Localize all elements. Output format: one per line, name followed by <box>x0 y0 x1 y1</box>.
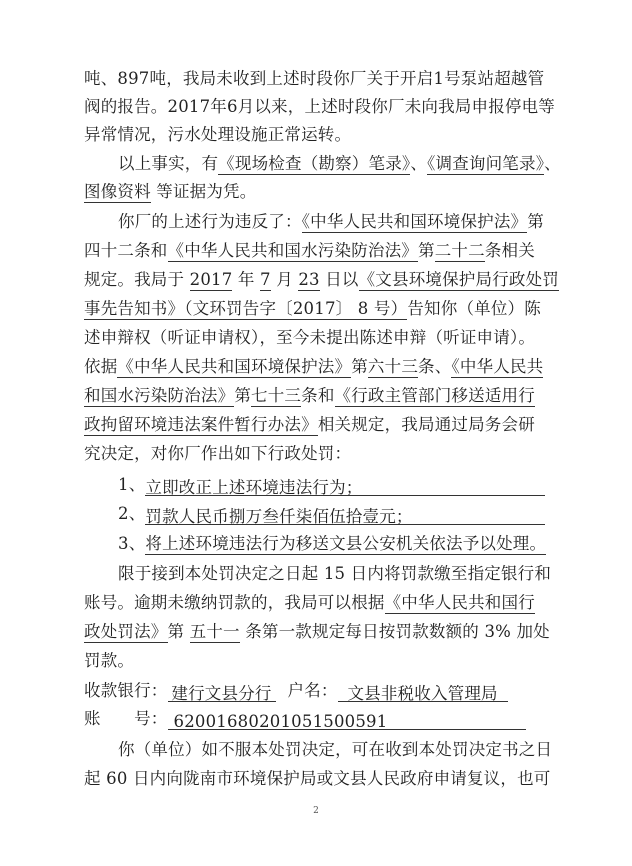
evidence-line: 以上事实，有《现场检查（勘察）笔录》、《调查询问笔录》、 <box>118 154 561 173</box>
paragraph-line: 政拘留环境违法案件暂行办法》相关规定，我局通过局务会研 <box>84 415 535 434</box>
bank-label: 收款银行： <box>84 681 168 700</box>
paragraph-line: 规定。我局于 2017 年 7 月 23 日以《文县环境保护局行政处罚 <box>84 270 560 289</box>
paragraph-line: 究决定，对你厂作出如下行政处罚： <box>84 444 352 463</box>
paragraph-line: 四十二条和《中华人民共和国水污染防治法》第二十二条相关 <box>84 241 535 260</box>
paragraph-line: 你厂的上述行为违反了：《中华人民共和国环境保护法》第 <box>118 212 544 231</box>
account-line <box>84 708 556 730</box>
bank-value: 建行文县分行 <box>171 684 272 703</box>
paragraph-line: 罚款。 <box>84 651 135 670</box>
evidence-item: 《调查询问笔录》 <box>427 154 545 173</box>
penalty-item-3: 3、将上述环境违法行为移送文县公安机关依法予以处理。 <box>118 534 547 553</box>
account-label: 账 号： <box>84 709 168 728</box>
account-value: 62001680201051500591 <box>173 712 388 731</box>
penalty-item-2: 2、罚款人民币捌万叁仟柒佰伍拾壹元； <box>118 503 556 525</box>
paragraph-line: 述申辩权（听证申请权），至今未提出陈述申辩（听证申请）。 <box>84 328 536 347</box>
page-number: 2 <box>313 806 319 816</box>
penalty-item-1: 1、立即改正上述环境违法行为； <box>118 474 556 496</box>
paragraph-line: 限于接到本处罚决定之日起 15 日内将罚款缴至指定银行和 <box>118 564 552 583</box>
paragraph-line: 事先告知书》（文环罚告字〔2017〕 8 号）告知你（单位）陈 <box>84 299 541 318</box>
payee-label: 户名： <box>287 681 338 700</box>
paragraph-line: 政处罚法》第 五十一 条第一款规定每日按罚款数额的 3% 加处 <box>84 622 550 641</box>
bank-info-line <box>84 680 556 702</box>
paragraph-line: 起 60 日内向陇南市环境保护局或文县人民政府申请复议，也可 <box>84 769 551 788</box>
paragraph-line: 你（单位）如不服本处罚决定，可在收到本处罚决定书之日 <box>118 740 553 759</box>
paragraph-line: 账号。逾期未缴纳罚款的，我局可以根据《中华人民共和国行 <box>84 593 535 612</box>
paragraph-line: 阀的报告。2017年6月以来，上述时段你厂未向我局申报停电等 <box>84 97 555 116</box>
evidence-item: 《现场检查（勘察）笔录》 <box>218 154 411 173</box>
evidence-line: 图像资料 等证据为凭。 <box>84 182 257 201</box>
paragraph-line: 异常情况，污水处理设施正常运转。 <box>84 125 352 144</box>
paragraph-line: 依据《中华人民共和国环境保护法》第六十三条、《中华人民共 <box>84 357 544 376</box>
evidence-item: 图像资料 <box>84 182 151 201</box>
payee-value: 文县非税收入管理局 <box>347 684 498 703</box>
paragraph-line: 吨、897吨，我局未收到上述时段你厂关于开启1号泵站超越管 <box>84 69 545 88</box>
paragraph-line: 和国水污染防治法》第七十三条和《行政主管部门移送适用行 <box>84 386 535 405</box>
